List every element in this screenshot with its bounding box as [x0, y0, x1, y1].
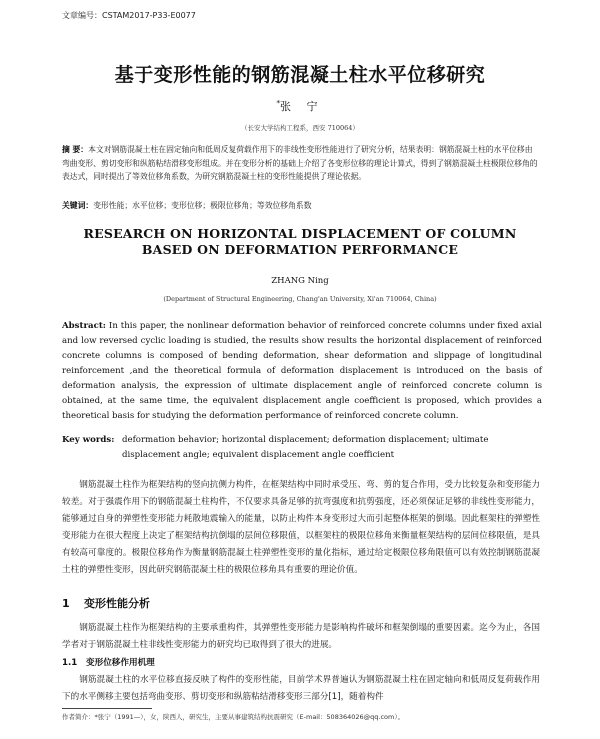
- section-title: 变形性能分析: [84, 597, 150, 610]
- abstract-english: [62, 319, 542, 424]
- keywords-english-text: deformation behavior; horizontal displacement; deformation displacement; ultimate displacement angle; equivalent displacement angle coefficient: [122, 435, 489, 460]
- author-english: ZHANG Ning: [271, 276, 329, 286]
- article-number: 文章编号：CSTAM2017-P33-E0077: [62, 11, 196, 20]
- keywords-english-label: Key words:: [62, 435, 115, 445]
- abstract-chinese: [62, 143, 540, 184]
- title-chinese: 基于变形性能的钢筋混凝土柱水平位移研究: [114, 64, 486, 86]
- author-footnote: 作者简介：*张宁（1991—），女，陕西人，研究生，主要从事建筑结构抗震研究（E-mail：508364026@qq.com）。: [62, 713, 405, 721]
- section-number: 1: [62, 597, 70, 610]
- section-heading-1: [62, 595, 150, 611]
- keywords-chinese: [62, 200, 540, 211]
- keywords-chinese-label: 关键词：: [62, 201, 94, 210]
- author-marker: *: [276, 99, 280, 108]
- author-name-chinese: 张 宁: [280, 100, 324, 113]
- author-chinese: [0, 98, 600, 114]
- subsection1-1-paragraph: 钢筋混凝土柱的水平位移直接反映了构件的变形性能，目前学术界普遍认为钢筋混凝土柱在固定轴向和低周反复荷载作用下的水平侧移主要包括弯曲变形、剪切变形和纵筋粘结滑移变形三部分[1]，随着构件: [62, 675, 540, 702]
- affiliation-english: (Department of Structural Engineering, Chang'an University, Xi'an 710064, China): [163, 295, 437, 303]
- title-english: RESEARCH ON HORIZONTAL DISPLACEMENT OF COLUMN BASED ON DEFORMATION PERFORMANCE: [83, 226, 517, 257]
- abstract-english-label: Abstract:: [62, 321, 106, 331]
- footnote-rule: [62, 708, 152, 709]
- affiliation-chinese: （长安大学结构工程系，西安 710064）: [241, 124, 359, 132]
- abstract-chinese-text: 本文对钢筋混凝土柱在固定轴向和低周反复荷载作用下的非线性变形性能进行了研究分析，结果表明：钢筋混凝土柱的水平位移由弯曲变形、剪切变形和纵筋粘结滑移变形组成。并在变形分析的基础上介绍了各变形位移的理论计算式，得到了钢筋混凝土柱极限位移角的表达式，同时提出了等效位移角系数，为研究钢筋混凝土柱的变形性能提供了理论依据。: [62, 145, 538, 181]
- subsection-number: 1.1: [62, 658, 78, 668]
- intro-paragraph: 钢筋混凝土柱作为框架结构的竖向抗侧力构件，在框架结构中同时承受压、弯、剪的复合作用，受力比较复杂和变形能力较差。对于强震作用下的钢筋混凝土柱构件，不仅要求具备足够的抗弯强度和抗剪强度，还必须保证足够的非线性变形能力，能够通过自身的弹塑性变形能力耗散地震输入的能量，以防止构件本身变形过大而引起整体框架的倒塌。因此框架柱的弹塑性变形能力在很大程度上决定了框架结构抗倒塌的层间位移限值，以框架柱的极限位移角来衡量框架结构的层间位移限值，是具有较高可靠度的。极限位移角作为衡量钢筋混凝土柱弹塑性变形的量化指标，通过给定极限位移角限值可以有效控制钢筋混凝土柱的弹塑性变形，因此研究钢筋混凝土柱的极限位移角具有重要的理论价值。: [62, 480, 540, 575]
- keywords-english: [62, 433, 542, 463]
- subsection-heading-1-1: [62, 656, 155, 668]
- abstract-english-text: In this paper, the nonlinear deformation behavior of reinforced concrete columns under fixed axial and low reversed cyclic loading is studied, the results show results the horizontal displacement of reinforced concrete columns is composed of bending deformation, shear deformation and slippage of longitudinal reinforcement ,and the theoretical formula of deformation displacement is introduced on the basis of deformation analysis, the expression of ultimate displacement angle of reinforced concrete column is obtained, at the same time, the equivalent displacement angle coefficient is proposed, which provides a theoretical basis for studying the deformation performance of reinforced concrete column.: [62, 321, 543, 421]
- keywords-chinese-text: 变形性能；水平位移；变形位移；极限位移角；等效位移角系数: [93, 201, 312, 210]
- abstract-chinese-label: 摘 要：: [62, 145, 89, 154]
- section1-paragraph: 钢筋混凝土柱作为框架结构的主要承重构件，其弹塑性变形能力是影响构件破坏和框架倒塌的重要因素。迄今为止，各国学者对于钢筋混凝土柱非线性变形能力的研究均已取得到了很大的进展。: [62, 623, 540, 650]
- subsection-title: 变形位移作用机理: [86, 658, 155, 668]
